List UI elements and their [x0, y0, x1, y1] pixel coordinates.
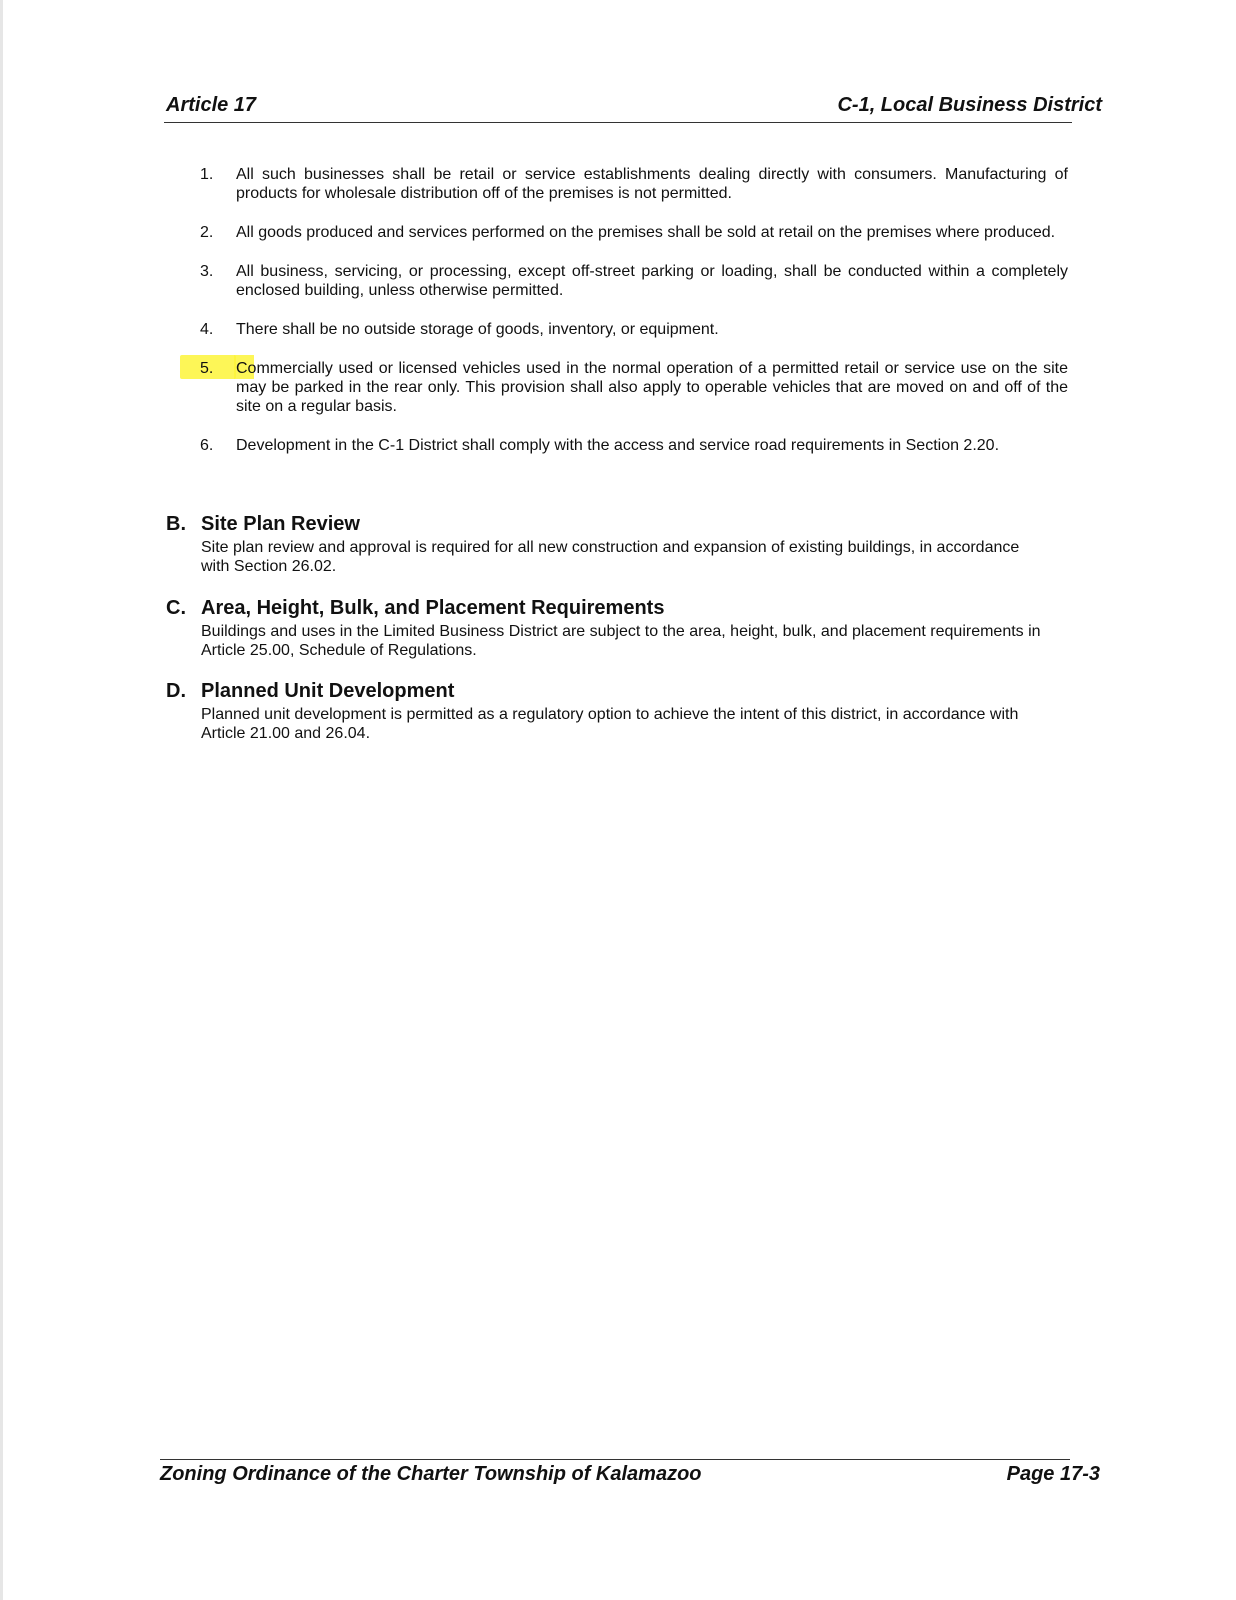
section-heading: Site Plan Review	[201, 513, 360, 535]
scan-edge	[0, 0, 3, 1600]
list-text: All business, servicing, or processing, except off-street parking or loading, shall be conducted within a completely enclosed building, unless otherwise permitted.	[236, 263, 1068, 299]
list-item-1	[200, 165, 1068, 203]
list-number: 3.	[200, 263, 214, 280]
list-text: There shall be no outside storage of goods, inventory, or equipment.	[236, 321, 719, 338]
section-body: Site plan review and approval is required for all new construction and expansion of existing buildings, in accordance with Section 26.02.	[201, 539, 1020, 575]
header-article: Article 17	[166, 94, 257, 116]
list-item-3	[200, 262, 1068, 300]
list-item-2	[200, 223, 1068, 242]
section-heading: Planned Unit Development	[201, 680, 455, 702]
list-item-5	[200, 359, 1068, 416]
list-text: Commercially used or licensed vehicles used in the normal operation of a permitted retail or service use on the site may be parked in the rear only. This provision shall also apply to operable vehicles that are moved on and off of the site on a regular basis.	[236, 360, 1068, 415]
header-district: C-1, Local Business District	[837, 94, 1102, 116]
section-heading: Area, Height, Bulk, and Placement Requirements	[201, 597, 665, 619]
section-body: Buildings and uses in the Limited Business District are subject to the area, height, bulk, and placement requirements in Article 25.00, Schedule of Regulations.	[201, 623, 1041, 659]
list-number: 6.	[200, 437, 214, 454]
list-item-6	[200, 436, 1068, 455]
page-header	[166, 94, 1102, 124]
section-body: Planned unit development is permitted as a regulatory option to achieve the intent of this district, in accordance with Article 21.00 and 26.04.	[201, 706, 1019, 742]
footer-page-number: Page 17-3	[1006, 1463, 1100, 1485]
list-number: 1.	[200, 166, 214, 183]
list-text: All such businesses shall be retail or service establishments dealing directly with consumers. Manufacturing of products for wholesale distribution off of the premises is not permitted.	[236, 166, 1068, 202]
section-letter: B.	[166, 513, 186, 535]
list-text: All goods produced and services performed on the premises shall be sold at retail on the premises where produced.	[236, 224, 1056, 241]
section-letter: D.	[166, 680, 186, 702]
section-letter: C.	[166, 597, 186, 619]
list-text: Development in the C-1 District shall comply with the access and service road requirements in Section 2.20.	[236, 437, 1000, 454]
header-rule	[164, 122, 1072, 123]
page-footer	[160, 1463, 1100, 1493]
footer-rule	[160, 1459, 1070, 1460]
list-number: 4.	[200, 321, 214, 338]
list-number: 5.	[200, 360, 214, 377]
footer-ordinance-title: Zoning Ordinance of the Charter Township of Kalamazoo	[160, 1463, 702, 1485]
list-number: 2.	[200, 224, 214, 241]
requirements-list	[200, 165, 1068, 475]
list-item-4	[200, 320, 1068, 339]
